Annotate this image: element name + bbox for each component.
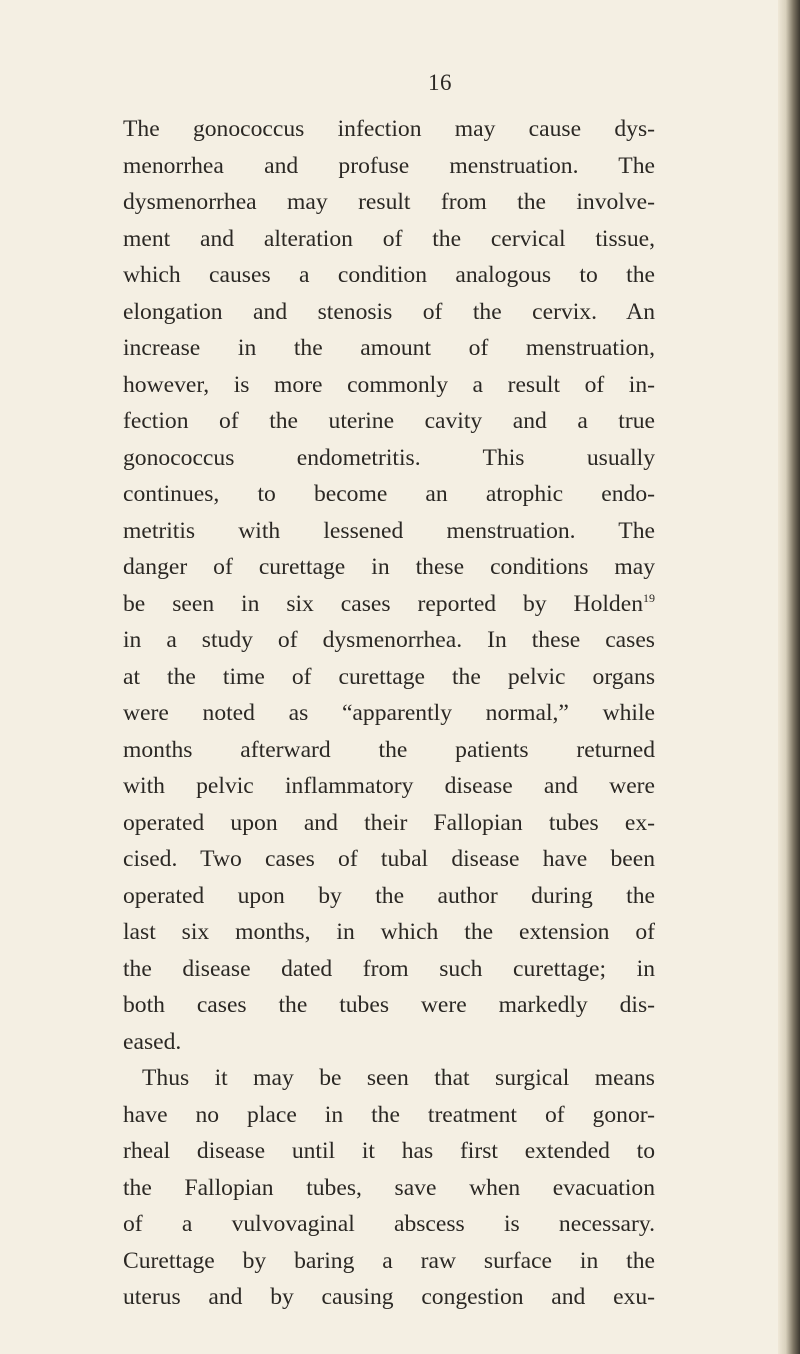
text-line: elongation and stenosis of the cervix. An bbox=[123, 298, 655, 325]
text-line: with pelvic inflammatory disease and were bbox=[123, 773, 655, 799]
text-line: uterus and by causing congestion and exu- bbox=[123, 1284, 655, 1310]
text-line: however, is more commonly a result of in- bbox=[123, 371, 655, 398]
text-line: metritis with lessened menstruation. The bbox=[123, 517, 655, 544]
text-line: cised. Two cases of tubal disease have been bbox=[123, 846, 655, 872]
text-line: the disease dated from such curettage; in bbox=[123, 955, 655, 982]
page-edge-shadow bbox=[778, 0, 800, 1354]
text-line: rheal disease until it has first extended to bbox=[123, 1138, 655, 1164]
text-line: increase in the amount of menstruation, bbox=[123, 335, 655, 361]
text-line: in a study of dysmenorrhea. In these cases bbox=[123, 627, 655, 653]
text-line: operated upon by the author during the bbox=[123, 882, 655, 909]
paragraph-first-line: Thus it may be seen that surgical means bbox=[142, 1065, 655, 1091]
footnote-reference: 19 bbox=[643, 590, 655, 605]
text-line: months afterward the patients returned bbox=[123, 736, 655, 763]
text-line: last six months, in which the extension of bbox=[123, 919, 655, 945]
text-line: continues, to become an atrophic endo- bbox=[123, 481, 655, 507]
text-line: menorrhea and profuse menstruation. The bbox=[123, 152, 655, 179]
text-line: both cases the tubes were markedly dis- bbox=[123, 992, 655, 1018]
text-line: ment and alteration of the cervical tissue, bbox=[123, 225, 655, 252]
text-line: of a vulvovaginal abscess is necessary. bbox=[123, 1211, 655, 1237]
text-line: which causes a condition analogous to the bbox=[123, 262, 655, 288]
text-line: gonococcus endometritis. This usually bbox=[123, 444, 655, 471]
text-line: fection of the uterine cavity and a true bbox=[123, 408, 655, 434]
text-line-with-footnote bbox=[123, 586, 655, 623]
page-number: 16 bbox=[428, 70, 452, 95]
paragraph-last-line: eased. bbox=[123, 1028, 182, 1055]
text-line: at the time of curettage the pelvic organs bbox=[123, 663, 655, 690]
body-text bbox=[123, 111, 655, 1316]
text-line-content: be seen in six cases reported by Holden bbox=[123, 590, 643, 617]
text-line: The gonococcus infection may cause dys- bbox=[123, 116, 655, 142]
text-line: Curettage by baring a raw surface in the bbox=[123, 1247, 655, 1274]
text-line: danger of curettage in these conditions may bbox=[123, 554, 655, 580]
text-line: dysmenorrhea may result from the involve- bbox=[123, 189, 655, 215]
text-line: operated upon and their Fallopian tubes ex- bbox=[123, 809, 655, 836]
text-line: were noted as “apparently normal,” while bbox=[123, 700, 655, 726]
text-line: have no place in the treatment of gonor- bbox=[123, 1101, 655, 1128]
text-line: the Fallopian tubes, save when evacuation bbox=[123, 1174, 655, 1201]
